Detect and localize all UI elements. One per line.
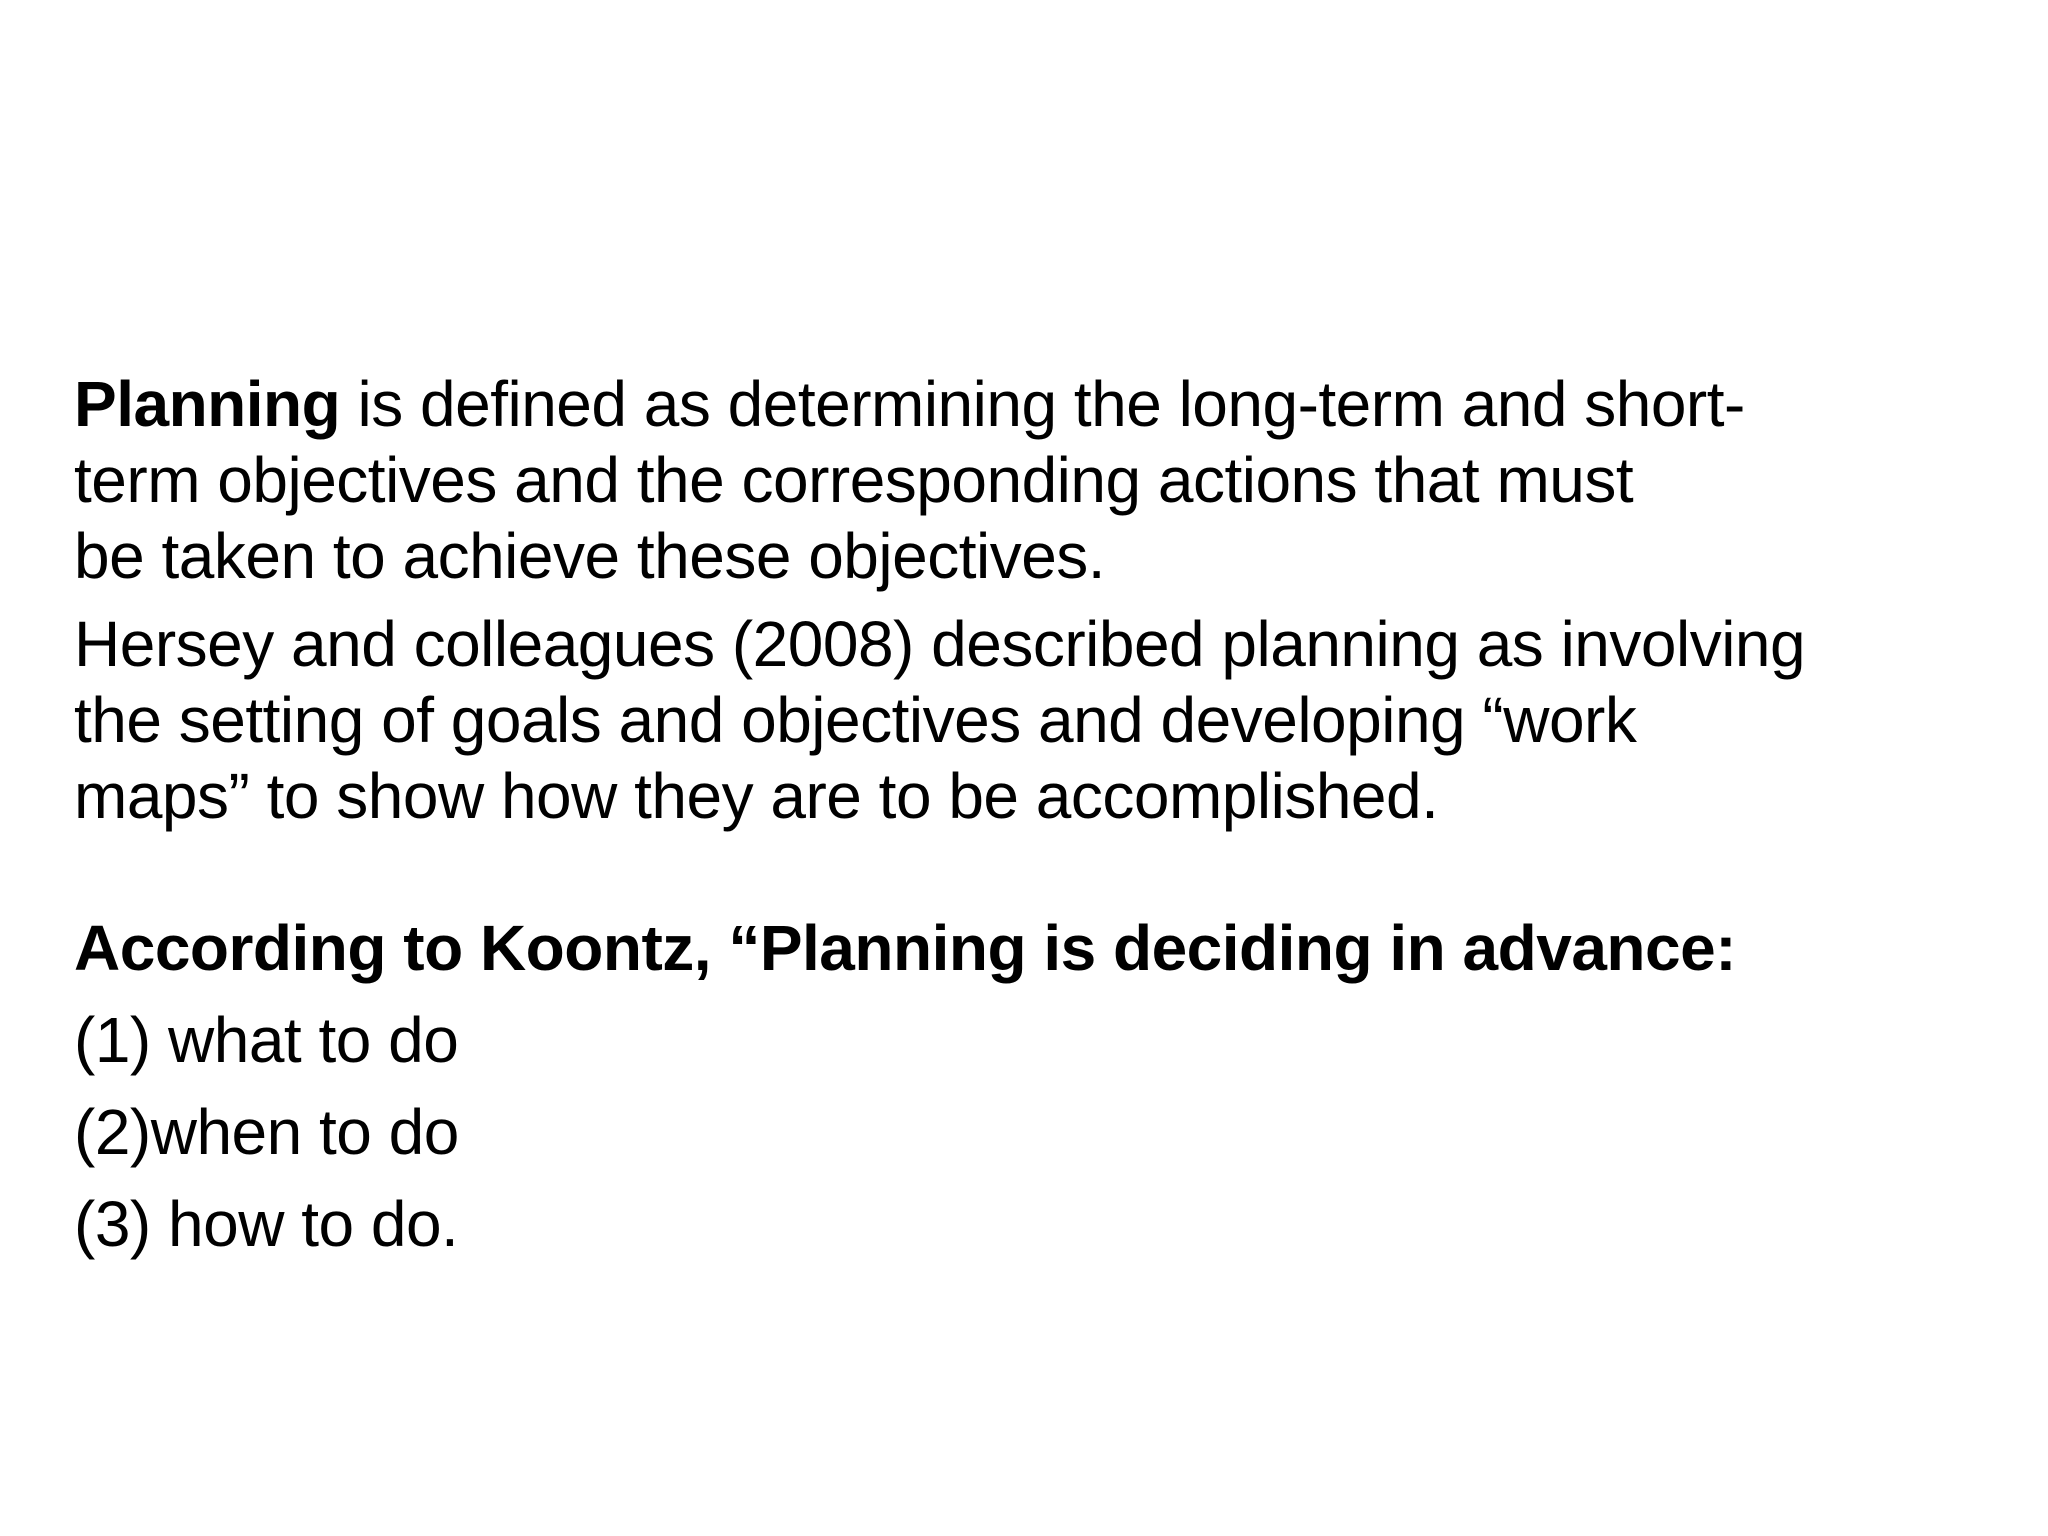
spacer [74, 834, 2004, 910]
hersey-line-1: Hersey and colleagues (2008) described planning as involving [74, 608, 1806, 680]
definition-line-3: be taken to achieve these objectives. [74, 520, 1106, 592]
definition-line-1-text: is defined as determining the long-term and short- [340, 368, 1745, 440]
planning-term: Planning [74, 368, 341, 440]
list-item-what: (1) what to do [74, 1004, 459, 1076]
slide-body [74, 366, 2004, 1262]
koontz-section [74, 910, 2004, 1262]
hersey-paragraph [74, 606, 2004, 834]
koontz-heading: According to Koontz, “Planning is deciding in advance: [74, 912, 1736, 984]
hersey-line-3: maps” to show how they are to be accomplished. [74, 760, 1439, 832]
hersey-line-2: the setting of goals and objectives and developing “work [74, 684, 1637, 756]
definition-line-1 [74, 366, 2004, 442]
definition-line-2: term objectives and the corresponding actions that must [74, 444, 1634, 516]
list-item-how: (3) how to do. [74, 1188, 459, 1260]
planning-definition-paragraph [74, 366, 2004, 594]
list-item-when: (2)when to do [74, 1096, 459, 1168]
